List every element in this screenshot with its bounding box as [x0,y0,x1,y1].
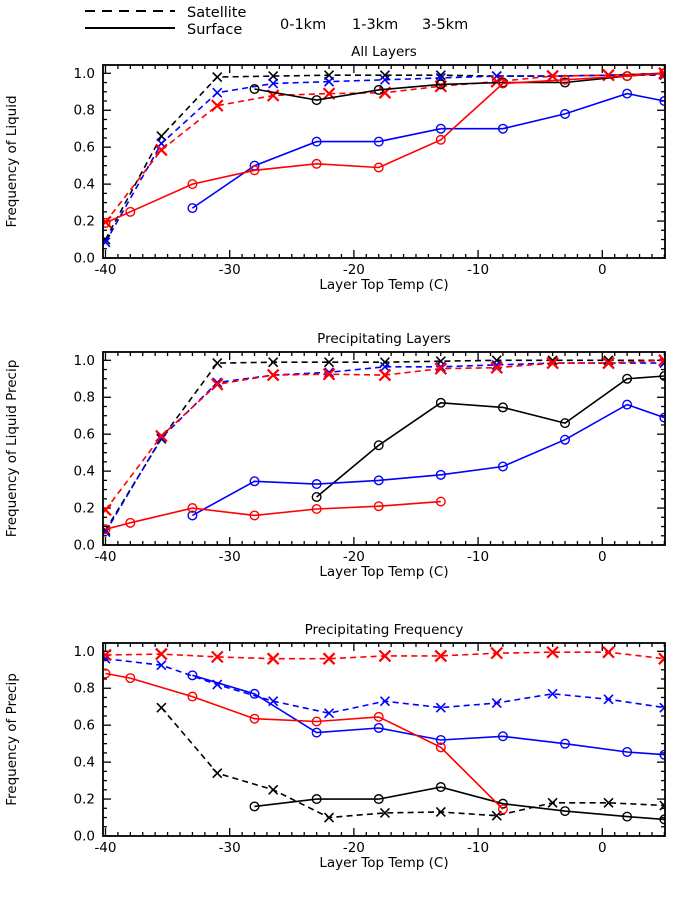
series-satellite-1-3km-dashed-line [106,75,665,242]
legend-height-3-5km: 3-5km [422,17,469,33]
y-tick-label: 1.0 [73,643,95,660]
y-tick-label: 0.2 [73,791,95,808]
axes-frame [103,352,665,545]
plot-area [100,355,670,537]
series-satellite-0-1km-markers [101,356,669,535]
panel-title-precipitating-layers: Precipitating Layers [317,331,451,347]
y-tick-label: 0.8 [73,102,95,119]
x-axis-label: Layer Top Temp (C) [319,855,449,871]
series-satellite-3-5km-markers [100,355,670,516]
series-surface-1-3km-markers [188,89,669,212]
legend-surface-label: Surface [187,22,243,38]
x-tick-label: -30 [218,549,241,565]
series-satellite-0-1km-markers [101,69,669,244]
x-tick-label: -20 [342,840,365,856]
y-tick-label: 0.0 [73,250,95,267]
series-surface-1-3km-solid-line [192,94,664,209]
chart-precipitating-layers [0,325,700,583]
legend-satellite-label: Satellite [187,5,247,21]
plot-area [100,68,670,247]
series-satellite-1-3km-markers [101,654,669,717]
x-tick-label: -40 [94,549,117,565]
x-tick-label: -10 [467,262,490,278]
y-tick-label: 1.0 [73,65,95,82]
y-tick-label: 0.2 [73,213,95,230]
x-axis-label: Layer Top Temp (C) [319,564,449,580]
x-tick-label: 0 [597,840,607,856]
y-tick-label: 0.4 [73,463,95,480]
panel-title-precipitating-frequency: Precipitating Frequency [304,622,464,638]
y-tick-label: 0.0 [73,537,95,554]
series-satellite-3-5km-dashed-line [106,73,665,222]
series-surface-0-1km-markers [250,69,668,104]
series-surface-3-5km-markers [101,497,445,533]
series-surface-3-5km-solid-line [106,502,441,530]
series-satellite-1-3km-dashed-line [106,659,665,714]
y-tick-label: 0.6 [73,426,95,443]
x-tick-label: 0 [597,549,607,565]
series-satellite-1-3km-markers [101,71,669,247]
x-tick-label: -40 [94,262,117,278]
chart-all-layers [0,38,700,296]
x-tick-label: -40 [94,840,117,856]
series-satellite-3-5km-markers [100,68,670,228]
plot-area [100,647,670,824]
series-surface-0-1km-markers [250,783,668,824]
y-tick-label: 1.0 [73,352,95,369]
y-tick-label: 0.4 [73,754,95,771]
y-tick-label: 0.0 [73,828,95,845]
series-surface-3-5km-solid-line [106,73,665,223]
y-axis-label: Frequency of Precip [4,673,20,806]
x-tick-label: 0 [597,262,607,278]
x-tick-label: -10 [467,549,490,565]
series-satellite-3-5km-markers [100,647,670,664]
y-axis-label: Frequency of Liquid Precip [4,359,20,538]
series-satellite-0-1km-dashed-line [106,73,665,239]
y-tick-label: 0.8 [73,389,95,406]
series-surface-1-3km-solid-line [192,405,664,516]
series-surface-3-5km-markers [101,669,507,813]
legend-height-1-3km: 1-3km [352,17,399,33]
series-satellite-0-1km-dashed-line [161,708,664,818]
x-tick-label: -30 [218,840,241,856]
chart-precipitating-frequency [0,616,700,874]
y-tick-label: 0.6 [73,717,95,734]
series-satellite-0-1km-markers [157,703,669,822]
y-tick-label: 0.8 [73,680,95,697]
y-tick-label: 0.2 [73,500,95,517]
y-tick-label: 0.4 [73,176,95,193]
series-surface-0-1km-solid-line [317,376,665,497]
y-tick-label: 0.6 [73,139,95,156]
series-surface-1-3km-solid-line [192,675,664,754]
series-satellite-3-5km-dashed-line [106,360,665,510]
legend-height-0-1km: 0-1km [280,17,327,33]
series-surface-1-3km-markers [188,671,669,759]
x-tick-label: -20 [342,262,365,278]
series-surface-3-5km-solid-line [106,674,503,810]
x-axis-label: Layer Top Temp (C) [319,277,449,293]
x-tick-label: -10 [467,840,490,856]
panel-title-all-layers: All Layers [351,44,417,60]
axes-frame [103,643,665,836]
y-axis-label: Frequency of Liquid [4,95,20,228]
series-satellite-1-3km-dashed-line [106,363,665,532]
x-tick-label: -30 [218,262,241,278]
x-tick-label: -20 [342,549,365,565]
